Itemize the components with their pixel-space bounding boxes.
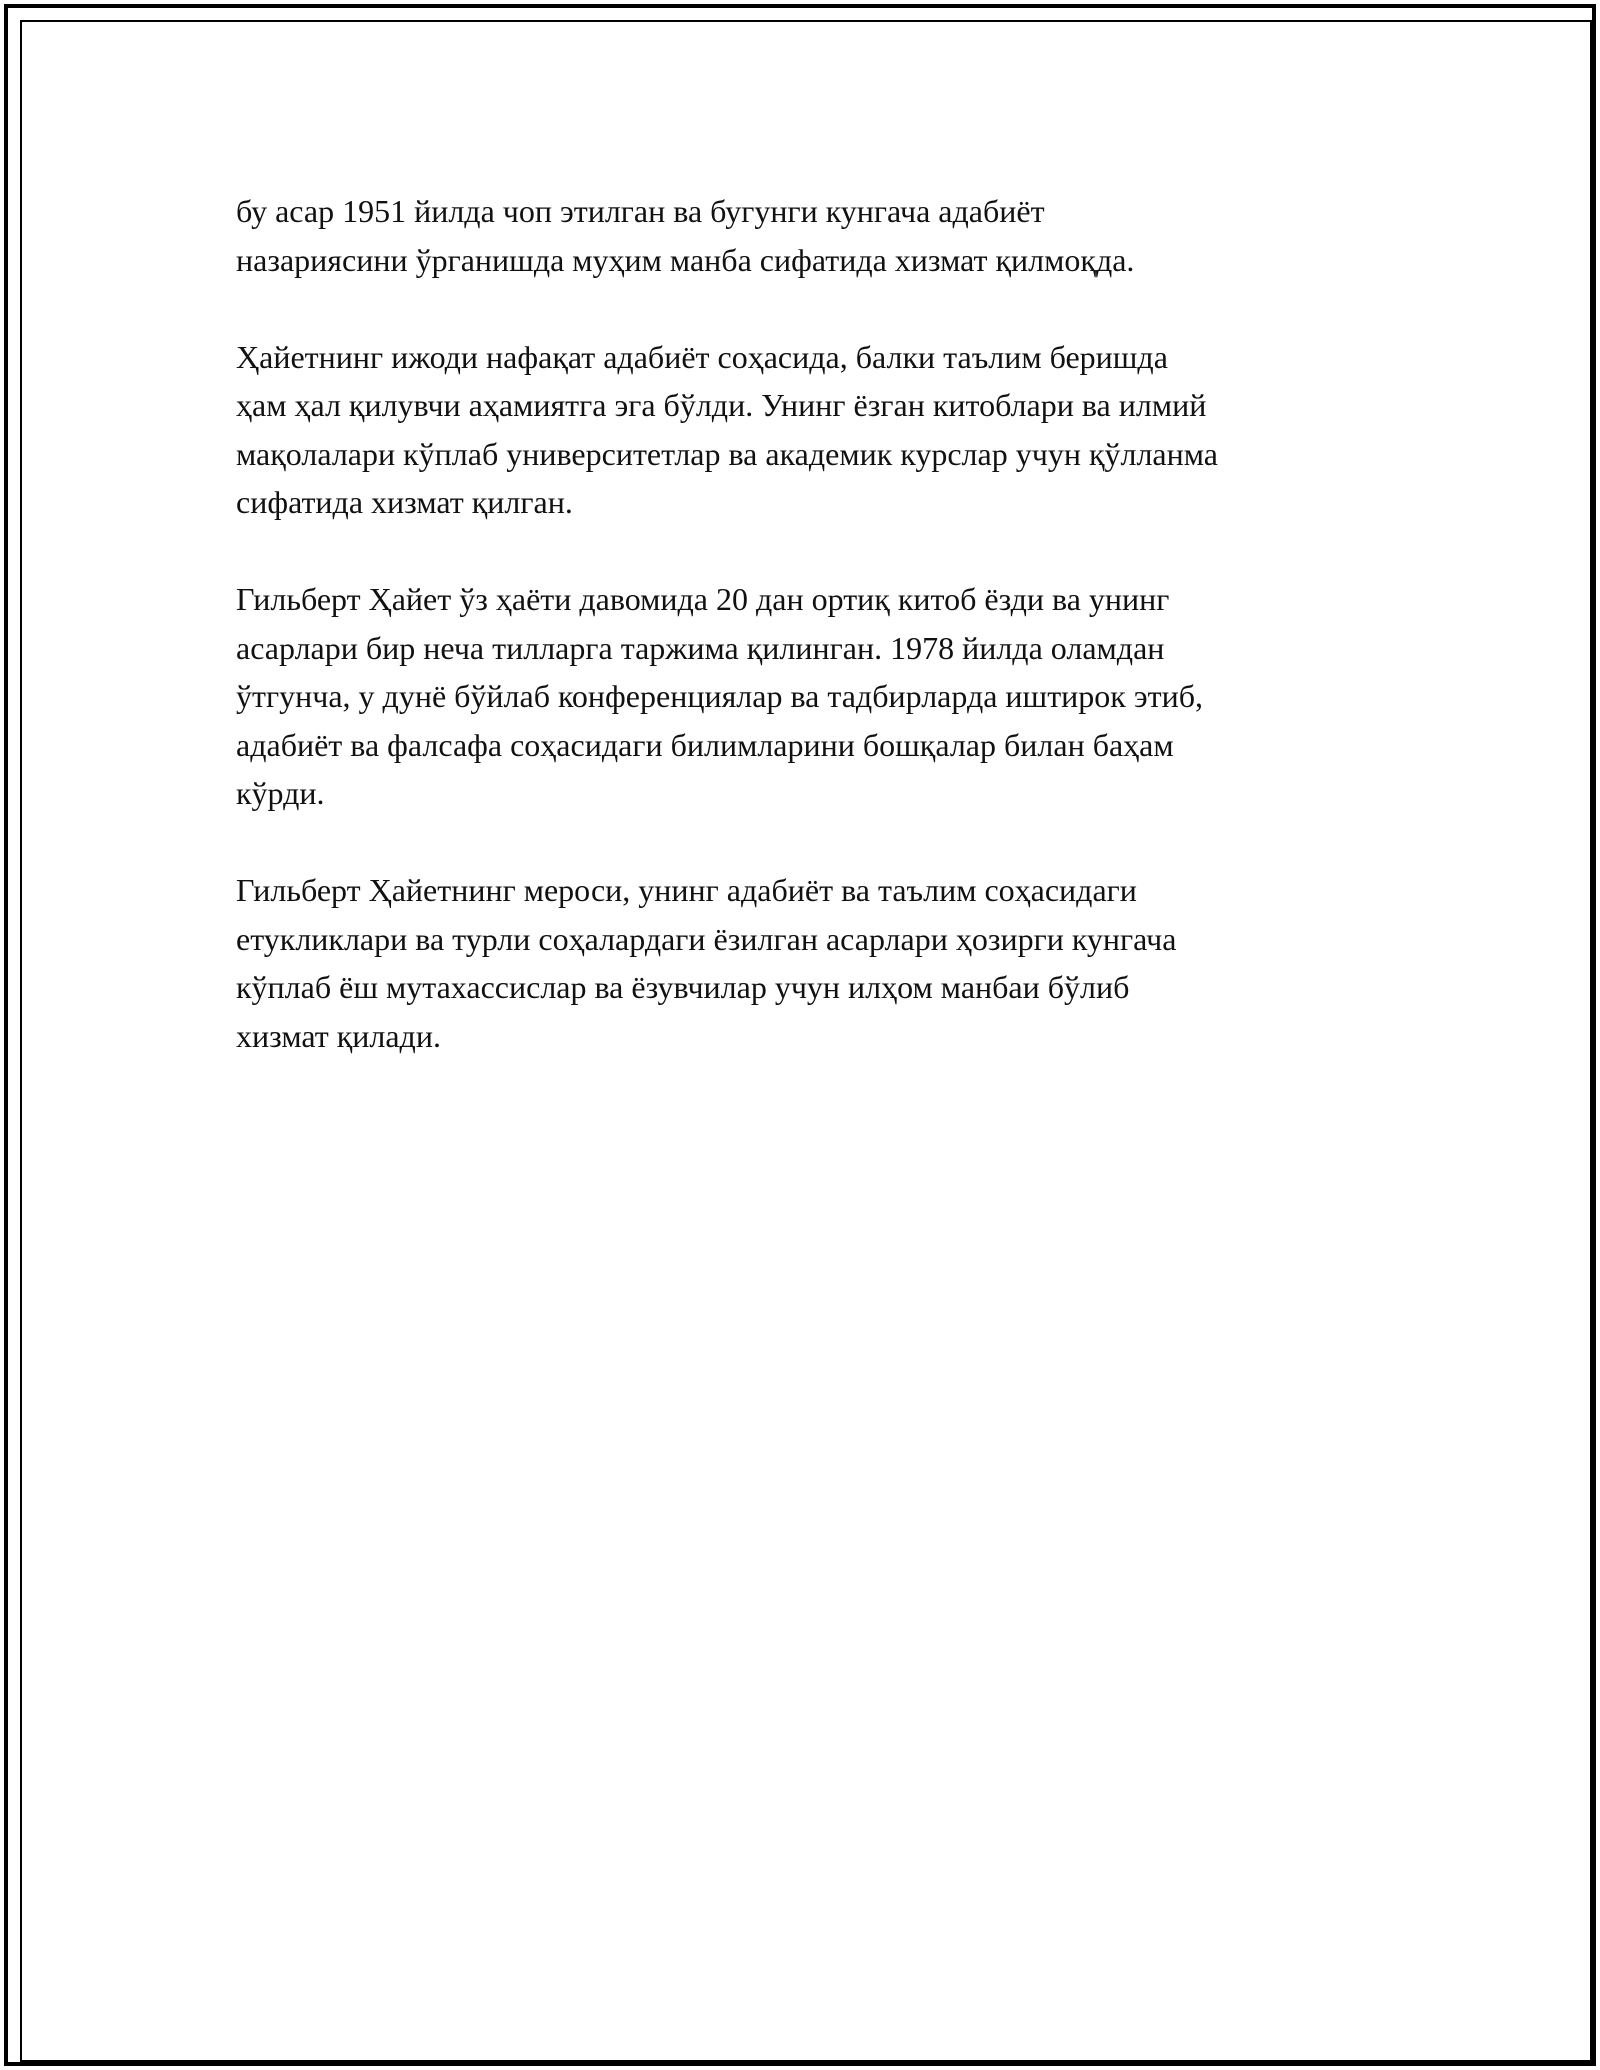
- document-body: [236, 187, 1416, 1109]
- text-line: бу асар 1951 йилда чоп этилган ва бугунги кунгача адабиёт: [236, 193, 1045, 229]
- text-line: ўтгунча, у дунё бўйлаб конференциялар ва тадбирларда иштирок этиб,: [236, 678, 1203, 714]
- paragraph-3: [236, 575, 1416, 818]
- text-line: назариясини ўрганишда муҳим манба сифатида хизмат қилмоқда.: [236, 241, 1135, 278]
- text-line: сифатида хизмат қилган.: [236, 484, 573, 520]
- text-line: Ҳайетнинг ижоди нафақат адабиёт соҳасида, балки таълим беришда: [236, 338, 1168, 375]
- text-line: мақолалари кўплаб университетлар ва академик курслар учун қўлланма: [236, 435, 1218, 472]
- text-line: Гильберт Ҳайет ўз ҳаёти давомида 20 дан ортиқ китоб ёзди ва унинг: [236, 581, 1170, 617]
- paragraph-1: [236, 187, 1416, 284]
- text-line: Гильберт Ҳайетнинг мероси, унинг адабиёт ва таълим соҳасидаги: [236, 872, 1137, 908]
- text-line: адабиёт ва фалсафа соҳасидаги билимларини бошқалар билан баҳам: [236, 726, 1174, 763]
- text-line: хизмат қилади.: [236, 1017, 441, 1054]
- text-line: кўрди.: [236, 775, 325, 811]
- text-line: кўплаб ёш мутахассислар ва ёзувчилар учун илҳом манбаи бўлиб: [236, 969, 1130, 1005]
- text-line: ҳам ҳал қилувчи аҳамиятга эга бўлди. Унинг ёзган китоблари ва илмий: [236, 387, 1207, 423]
- text-line: асарлари бир неча тилларга таржима қилинган. 1978 йилда оламдан: [236, 629, 1165, 666]
- paragraph-4: [236, 866, 1416, 1060]
- paragraph-2: [236, 333, 1416, 527]
- text-line: етукликлари ва турли соҳалардаги ёзилган асарлари ҳозирги кунгача: [236, 920, 1177, 957]
